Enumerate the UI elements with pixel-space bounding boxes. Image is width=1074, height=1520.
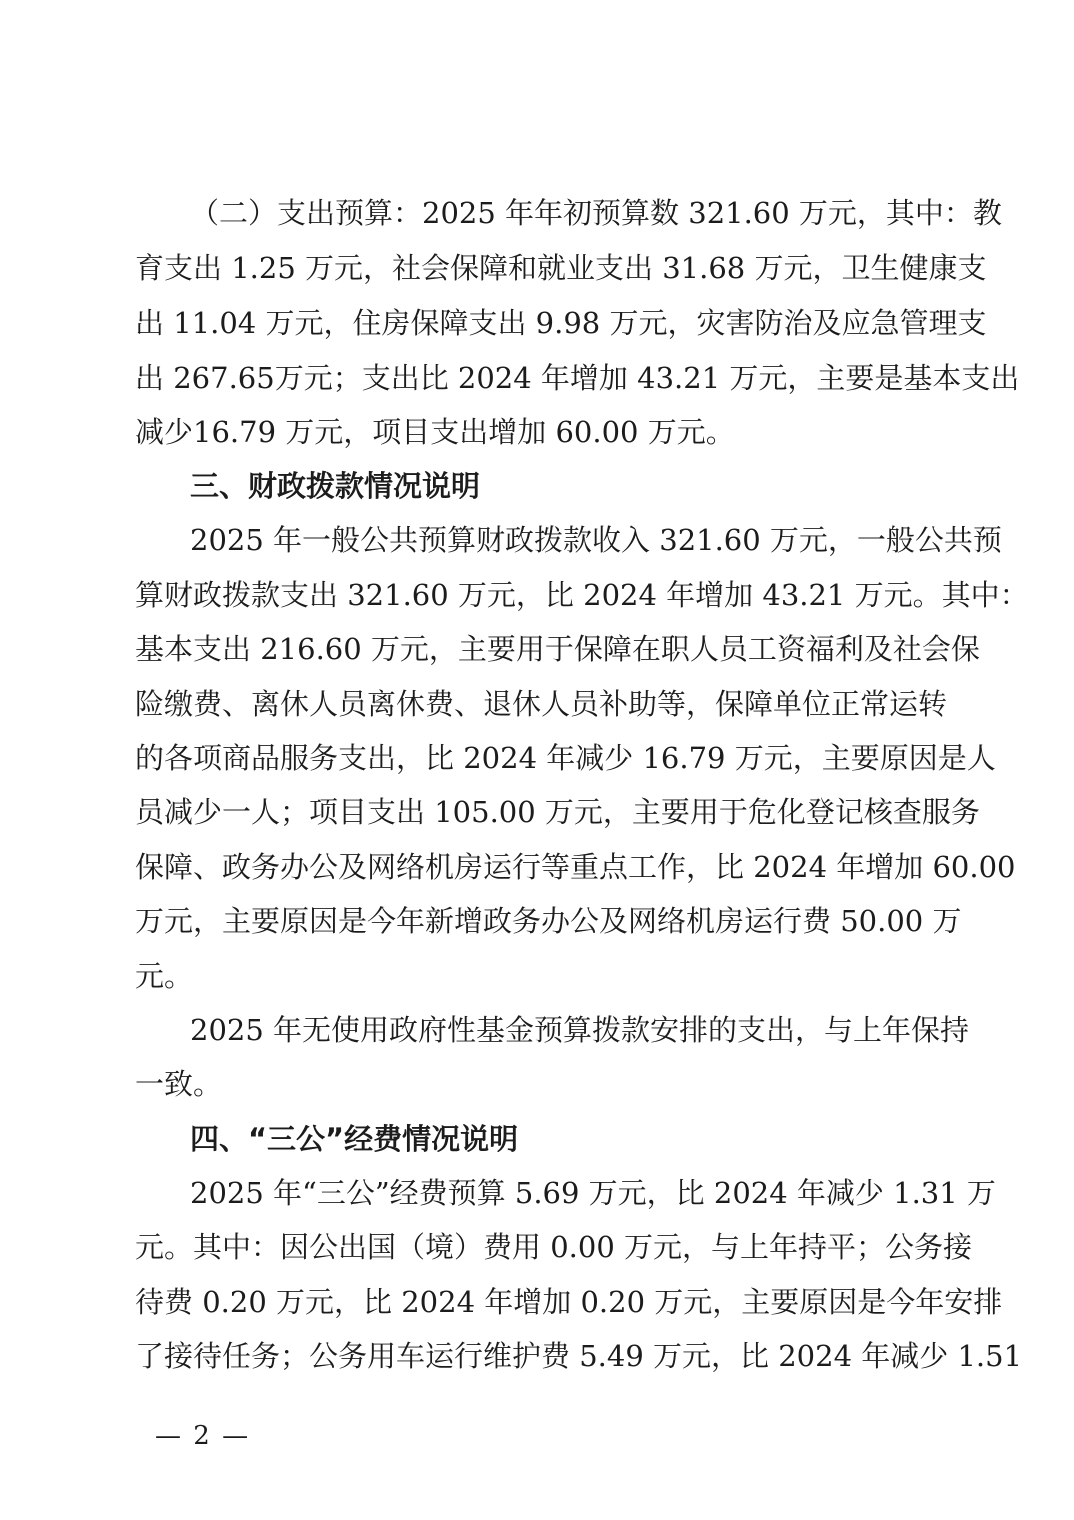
text-line: 2025 年无使用政府性基金预算拨款安排的支出，与上年保持 <box>190 1013 970 1047</box>
text-line: 一致。 <box>135 1067 223 1101</box>
section-heading: 三、财政拨款情况说明 <box>190 469 481 503</box>
page-number: — 2 — <box>155 1421 251 1451</box>
text-line: 待费 0.20 万元，比 2024 年增加 0.20 万元，主要原因是今年安排 <box>135 1285 1003 1319</box>
text-line: 出 11.04 万元，住房保障支出 9.98 万元，灾害防治及应急管理支 <box>135 306 987 340</box>
text-line: 元。 <box>135 959 194 993</box>
text-line: 险缴费、离休人员离休费、退休人员补助等，保障单位正常运转 <box>135 687 948 721</box>
text-line: （二）支出预算：2025 年年初预算数 321.60 万元，其中：教 <box>190 196 1002 230</box>
text-line: 2025 年“三公”经费预算 5.69 万元，比 2024 年减少 1.31 万 <box>190 1176 996 1210</box>
text-line: 元。其中：因公出国（境）费用 0.00 万元，与上年持平；公务接 <box>135 1230 973 1264</box>
text-line: 2025 年一般公共预算财政拨款收入 321.60 万元，一般公共预 <box>190 523 1002 557</box>
text-line: 出 267.65万元；支出比 2024 年增加 43.21 万元，主要是基本支出 <box>135 361 1020 395</box>
text-line: 算财政拨款支出 321.60 万元，比 2024 年增加 43.21 万元。其中： <box>135 578 1029 612</box>
text-line: 育支出 1.25 万元，社会保障和就业支出 31.68 万元，卫生健康支 <box>135 251 987 285</box>
section-heading: 四、“三公”经费情况说明 <box>190 1122 519 1156</box>
text-line: 基本支出 216.60 万元，主要用于保障在职人员工资福利及社会保 <box>135 632 980 666</box>
text-line: 万元，主要原因是今年新增政务办公及网络机房运行费 50.00 万 <box>135 904 962 938</box>
text-line: 的各项商品服务支出，比 2024 年减少 16.79 万元，主要原因是人 <box>135 741 996 775</box>
text-line: 了接待任务；公务用车运行维护费 5.49 万元，比 2024 年减少 1.51 <box>135 1339 1023 1373</box>
text-line: 员减少一人；项目支出 105.00 万元，主要用于危化登记核查服务 <box>135 795 980 829</box>
text-line: 保障、政务办公及网络机房运行等重点工作，比 2024 年增加 60.00 <box>135 850 1016 884</box>
text-line: 减少16.79 万元，项目支出增加 60.00 万元。 <box>135 415 735 449</box>
